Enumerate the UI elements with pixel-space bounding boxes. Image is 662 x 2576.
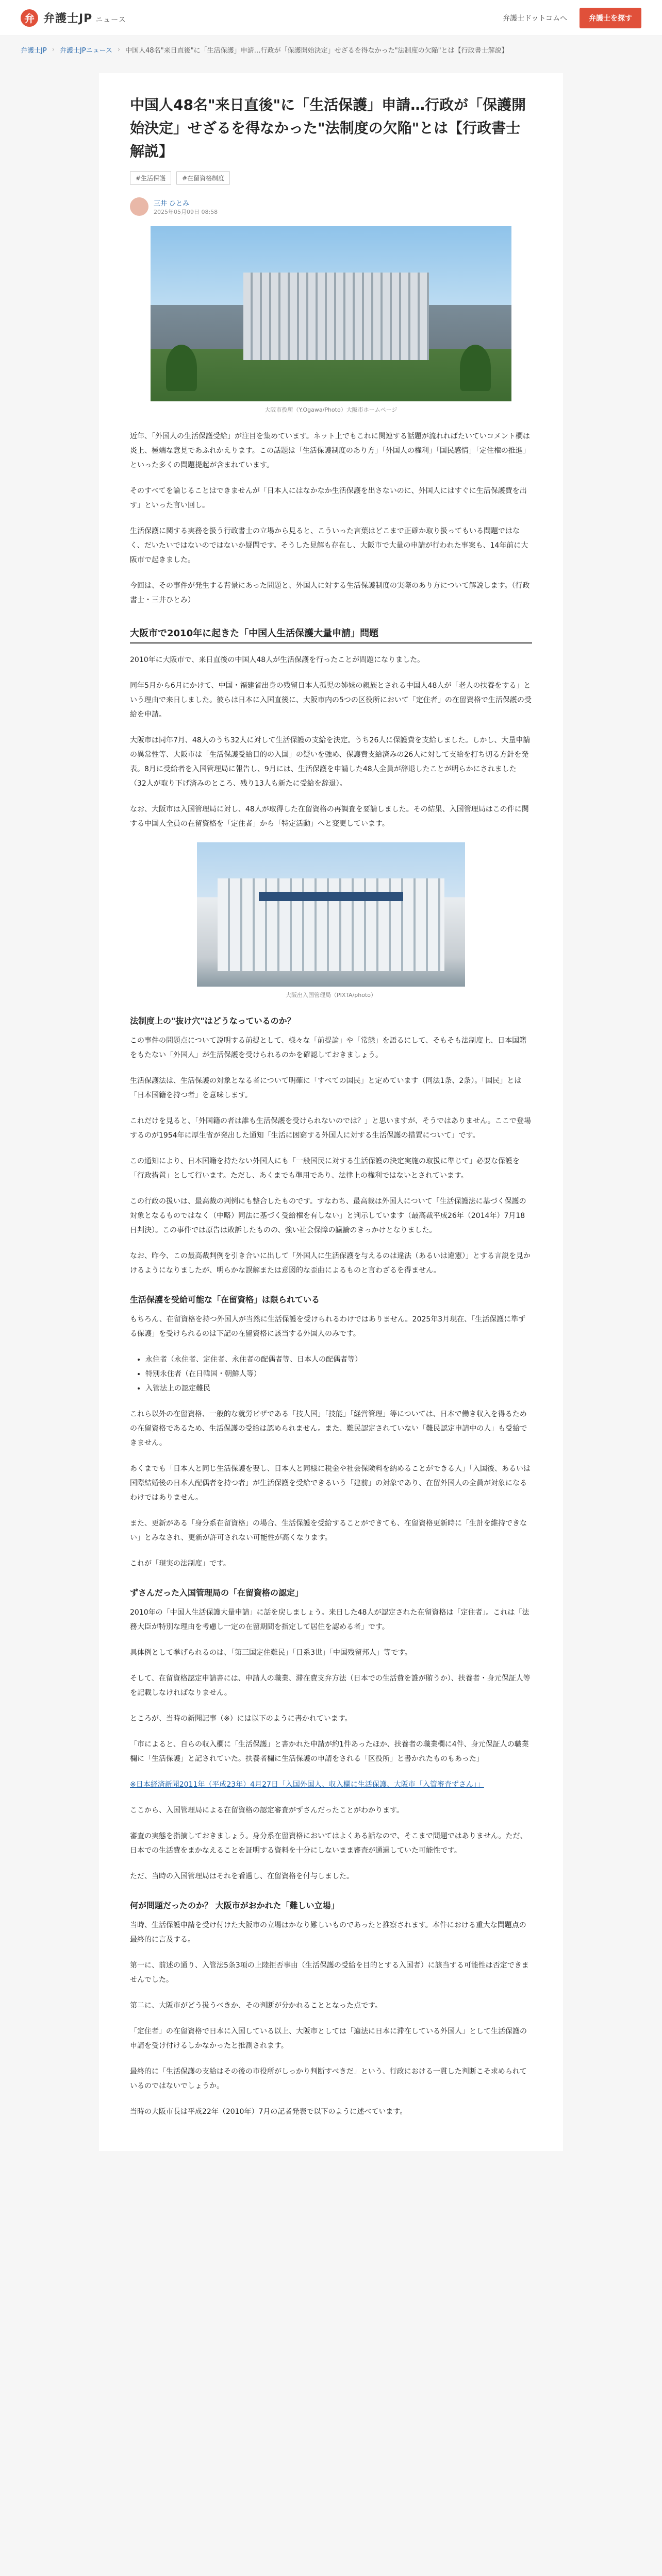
status-list (145, 1352, 532, 1396)
paragraph: これだけを見ると、「外国籍の者は誰も生活保護を受けられないのでは？」と思いますが、そうではありません。ここで登場するのが1954年に厚生省が発出した通知「生活に困窮する外国人に対する生活保護の措置について」です。 (130, 1117, 531, 1140)
avatar (130, 197, 148, 216)
paragraph: この事件の問題点について説明する前提として、様々な「前提論」や「常態」を語るにして、そもそも法制度上、日本国籍をもたない「外国人」が生活保護を受けられるのかを確認しておきましょう。 (130, 1037, 527, 1060)
article (99, 73, 563, 2151)
breadcrumb-current: 中国人48名"来日直後"に「生活保護」申請…行政が「保護開始決定」せざるを得なかった"法制度の欠陥"とは【行政書士解説】 (125, 46, 508, 55)
paragraph: 審査の実態を指摘しておきましょう。身分系在留資格においてはよくある話なので、そこまで問題ではありません。ただ、日本での生活費をまかなえることを証明する資料を十分にしないまま審査が通過していた可能性です。 (130, 1832, 527, 1855)
paragraph: そして、在留資格認定申請書には、申請人の職業、滞在費支弁方法（日本での生活費を誰が賄うか）、扶養者・身元保証人等を記載しなければなりません。 (130, 1674, 531, 1698)
breadcrumb-home[interactable]: 弁護士JP (21, 46, 47, 55)
paragraph: ただ、当時の入国管理局はそれを看過し、在留資格を付与しました。 (130, 1872, 354, 1881)
author-block (130, 197, 532, 216)
tag[interactable]: #在留資格制度 (176, 171, 230, 185)
breadcrumb-section[interactable]: 弁護士JPニュース (59, 46, 112, 55)
paragraph: この通知により、日本国籍を持たない外国人にも「一般国民に対する生活保護の決定実施の取扱に準じて」必要な保護を「行政措置」として行います。ただし、あくまでも準用であり、法律上の権利ではないとされています。 (130, 1157, 520, 1180)
paragraph: なお、大阪市は入国管理局に対し、48人が取得した在留資格の再調査を要請しました。その結果、入国管理局はこの件に関する中国人全員の在留資格を「定住者」から「特定活動」へと変更しています。 (130, 805, 529, 828)
logo-mark-icon: 弁 (21, 9, 38, 27)
find-lawyer-button[interactable]: 弁護士を探す (580, 8, 641, 28)
paragraph: これら以外の在留資格、一般的な就労ビザである「技人国」「技能」「経営管理」等については、日本で働き収入を得るための在留資格であるため、生活保護の受給は認められません。また、難民認定されていない「難民認定申請中の人」も受給できません。 (130, 1410, 527, 1448)
paragraph: 「定住者」の在留資格で日本に入国している以上、大阪市としては「適法に日本に滞在している外国人」として生活保護の申請を受け付けるしかなかったと推測されます。 (130, 2027, 527, 2050)
building-shape (243, 273, 429, 360)
paragraph: 近年、「外国人の生活保護受給」が注目を集めています。ネット上でもこれに関連する話題が流れればたいていコメント欄は炎上、極端な意見であふれかえります。この話題は「生活保護制度のあり方」「外国人の権利」「国民感情」「定住権の推進」といった多くの問題提起が含まれています。 (130, 432, 530, 470)
top-bar (0, 0, 662, 36)
paragraph: 大阪市は同年7月、48人のうち32人に対して生活保護の支給を決定。うち26人に保護費を支給しました。しかし、大量申請の異常性等、大阪市は「生活保護受給目的の入国」の疑いを強め、保護費支給済みの26人に対して支給を打ち切る方針を発表。8月に受給者を入国管理局に報告し、9月には、生活保護を申請した48人全員が辞退したことが明らかにされました（32人が取り下げ済みのところ、残り13人も新たに受給を辞退）。 (130, 736, 531, 788)
paragraph: 当時、生活保護申請を受け付けた大阪市の立場はかなり難しいものであったと推察されます。本件における重大な問題点の最終的に言及する。 (130, 1921, 526, 1944)
list-item: • 特別永住者（在日韓国・朝鮮人等） (145, 1367, 532, 1381)
breadcrumb-separator-icon: › (52, 45, 55, 54)
paragraph: 当時の大阪市長は平成22年（2010年）7月の記者発表で以下のように述べています。 (130, 2108, 407, 2116)
breadcrumb (0, 36, 662, 63)
paragraph[interactable]: ※日本経済新聞2011年（平成23年）4月27日「入国外国人、収入欄に生活保護、大阪市「入管審査ずさん」」 (130, 1781, 484, 1789)
paragraph: ここから、入国管理局による在留資格の認定審査がずさんだったことがわかります。 (130, 1806, 404, 1815)
logo-text (43, 10, 126, 26)
paragraph: もちろん、在留資格を持つ外国人が当然に生活保護を受けられるわけではありません。2025年3月現在、「生活保護に準ずる保護」を受けられるのは下記の在留資格に該当する外国人のみです。 (130, 1315, 526, 1338)
nav-link-bengo4[interactable]: 弁護士ドットコムへ (503, 14, 567, 23)
section-heading: 大阪市で2010年に起きた「中国人生活保護大量申請」問題 (130, 626, 532, 643)
paragraph: 同年5月から6月にかけて、中国・福建省出身の残留日本人孤児の姉妹の親族とされる中国人48人が「老人の扶養をする」という理由で来日しました。彼らは日本に入国直後に、大阪市内の5つの区役所において「定住者」の在留資格で生活保護の受給を申請。 (130, 682, 532, 719)
logo-title: 弁護士JP (43, 12, 93, 25)
paragraph: 具体例として挙げられるのは、「第三国定住難民」「日系3世」「中国残留邦人」等です。 (130, 1649, 412, 1657)
tag-list (130, 171, 532, 185)
site-logo[interactable] (21, 9, 126, 27)
list-item: • 入管法上の認定難民 (145, 1381, 532, 1396)
top-nav (503, 8, 641, 28)
tree-shape (460, 345, 491, 391)
publish-date: 2025年05月09日 08:58 (154, 208, 218, 215)
subsection-heading: 生活保護を受給可能な「在留資格」は限られている (130, 1295, 320, 1305)
paragraph: 「市によると、自らの収入欄に「生活保護」と書かれた申請が約1件あったほか、扶養者の職業欄に4件、身元保証人の職業欄に「生活保護」と記されていた。扶養者欄に生活保護の申請をされる「区役所」と書かれたものもあった」 (130, 1740, 529, 1764)
sign-shape (259, 892, 403, 901)
breadcrumb-separator-icon: › (117, 45, 121, 54)
paragraph: また、更新がある「身分系在留資格」の場合、生活保護を受給することができても、在留資格更新時に「生計を維持できない」とみなされ、更新が許可されない可能性が高くなります。 (130, 1519, 527, 1543)
tag[interactable]: #生活保護 (130, 171, 171, 185)
paragraph: 第一に、前述の通り、入管法5条3項の上陸拒否事由（生活保護の受給を目的とする入国者）に該当する可能性は否定できませんでした。 (130, 1961, 529, 1985)
logo-subtitle: ニュース (95, 16, 126, 24)
paragraph: 生活保護法は、生活保護の対象となる者について明確に「すべての国民」と定めています（同法1条、2条）。「国民」とは「日本国籍を持つ者」を意味します。 (130, 1077, 522, 1100)
list-item: • 永住者（永住者、定住者、永住者の配偶者等、日本人の配偶者等） (145, 1352, 532, 1367)
paragraph: 生活保護に関する実務を扱う行政書士の立場から見ると、こういった言葉はどこまで正確か取り扱ってもいる問題ではなく、だいたいではないのではないか疑問です。そうした見解も存在し、大阪市で大量の申請が行われた事案も、14年前に大阪市で起きました。 (130, 527, 528, 565)
paragraph: 今回は、その事件が発生する背景にあった問題と、外国人に対する生活保護制度の実際のあり方について解説します。（行政書士・三井ひとみ） (130, 582, 530, 605)
hero-caption: 大阪市役所（Y.Ogawa/Photo）大阪市ホームページ (264, 406, 398, 414)
subsection-heading: 何が問題だったのか？ 大阪市がおかれた「難しい立場」 (130, 1901, 339, 1911)
paragraph: 2010年に大阪市で、来日直後の中国人48人が生活保護を行ったことが問題になりました。 (130, 656, 425, 665)
paragraph: 第二に、大阪市がどう扱うべきか、その判断が分かれることとなった点です。 (130, 2002, 382, 2010)
paragraph: なお、昨今、この最高裁判例を引き合いに出して「外国人に生活保護を与えるのは違法（あるいは違憲）」とする言説を見かけるようになりましたが、明らかな誤解または意図的な歪曲によるものと言わざるを得ません。 (130, 1252, 531, 1275)
immigration-office-image (197, 842, 465, 987)
photo-caption: 大阪出入国管理局（PIXTA/photo） (285, 992, 377, 999)
paragraph: あくまでも「日本人と同じ生活保護を要し、日本人と同様に税金や社会保険料を納めることができる人」「入国後、あるいは国際結婚後の日本人配偶者を持つ者」が生活保護を受給できるいう「建前」の対象であり、在留外国人の全員が対象になるわけではありません。 (130, 1465, 531, 1502)
paragraph: そのすべてを論じることはできませんが「日本人にはなかなか生活保護を出さないのに、外国人にはすぐに生活保護費を出す」といった言い回し。 (130, 487, 527, 510)
paragraph: ところが、当時の新聞記事（※）には以下のように書かれています。 (130, 1715, 352, 1723)
subsection-heading: 法制度上の"抜け穴"はどうなっているのか？ (130, 1016, 295, 1026)
paragraph: これが「現実の法制度」です。 (130, 1560, 230, 1568)
article-title: 中国人48名"来日直後"に「生活保護」申請…行政が「保護開始決定」せざるを得なかった"法制度の欠陥"とは【行政書士解説】 (130, 96, 526, 160)
paragraph: この行政の扱いは、最高裁の判例にも整合したものです。すなわち、最高裁は外国人について「生活保護法に基づく保護の対象となるものではなく（中略）同法に基づく受給権を有しない」と判示しています（最高裁平成26年（2014年）7月18日判決）。この事件では原告は敗訴したものの、強い社会保障の議論のきっかけとなりました。 (130, 1197, 526, 1235)
author-name[interactable]: 三井 ひとみ (154, 199, 190, 208)
paragraph: 2010年の「中国人生活保護大量申請」に話を戻しましょう。来日した48人が認定された在留資格は「定住者」。これは「法務大臣が特別な理由を考慮し一定の在留期間を指定して居住を認める者」です。 (130, 1608, 529, 1632)
tree-shape (166, 345, 197, 391)
hero-image (151, 226, 511, 401)
subsection-heading: ずさんだった入国管理局の「在留資格の認定」 (130, 1588, 304, 1598)
paragraph: 最終的に「生活保護の支給はその後の市役所がしっかり判断すべきだ」という、行政における一貫した判断こそ求められているのではないでしょうか。 (130, 2067, 527, 2091)
